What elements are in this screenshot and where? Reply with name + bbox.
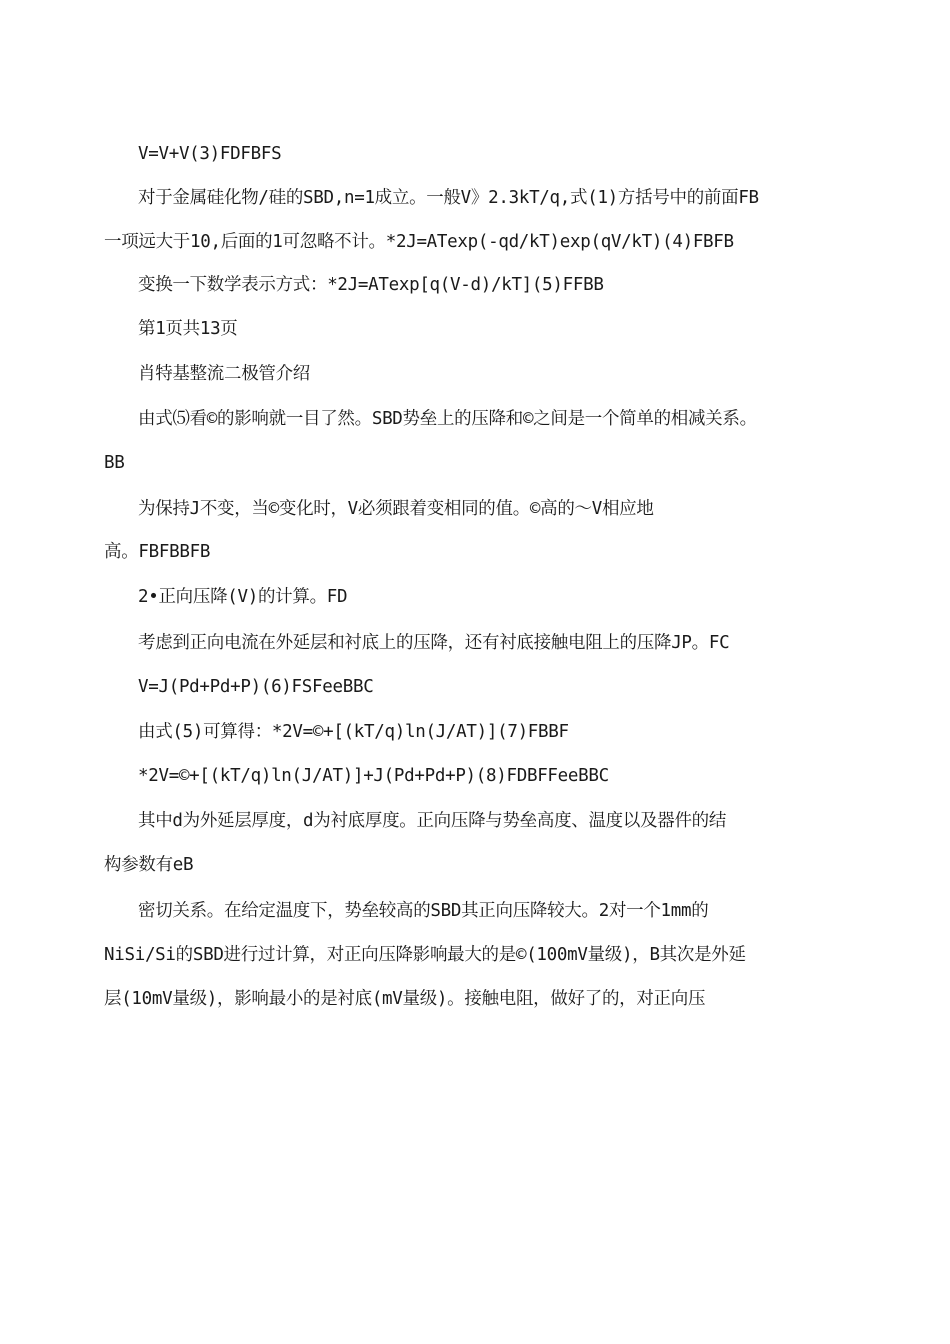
text-line-11: 2•正向压降(V)的计算。FD	[138, 587, 348, 607]
text-line-13: V=J(Pd+Pd+P)(6)FSFeeBBC	[138, 677, 374, 697]
text-line-3: 一项远大于10,后面的1可忽略不计。*2J=ATexp(-qd/kT)exp(qV/kT)(4)FBFB	[104, 232, 734, 252]
text-line-18: 密切关系。在给定温度下，势垒较高的SBD其正向压降较大。2对一个1mm的	[138, 901, 709, 921]
text-line-19: NiSi/Si的SBD进行过计算，对正向压降影响最大的是©(100mV量级)，B其次是外延	[104, 945, 746, 965]
text-line-17: 构参数有eB	[104, 855, 194, 875]
running-title: 肖特基整流二极管介绍	[138, 364, 310, 384]
text-line-12: 考虑到正向电流在外延层和衬底上的压降，还有衬底接触电阻上的压降JP。FC	[138, 633, 730, 653]
text-line-1: V=V+V(3)FDFBFS	[138, 144, 282, 164]
text-line-14: 由式(5)可算得：*2V=©+[(kT/q)ln(J/AT)](7)FBBF	[138, 722, 569, 742]
text-line-2: 对于金属硅化物/硅的SBD,n=1成立。一般V》2.3kT/q,式(1)方括号中的前面FB	[138, 188, 759, 208]
text-line-16: 其中d为外延层厚度，d为衬底厚度。正向压降与势垒高度、温度以及器件的结	[138, 811, 727, 831]
text-line-10: 高。FBFBBFB	[104, 542, 211, 562]
text-line-15: *2V=©+[(kT/q)ln(J/AT)]+J(Pd+Pd+P)(8)FDBFFeeBBC	[138, 766, 609, 786]
page-footer: 第1页共13页	[138, 319, 238, 339]
text-line-7: 由式⑸看©的影响就一目了然。SBD势垒上的压降和©之间是一个简单的相减关系。	[138, 409, 757, 429]
text-line-9: 为保持J不变，当©变化时，V必须跟着变相同的值。©高的〜V相应地	[138, 499, 654, 519]
text-line-8: BB	[104, 453, 125, 473]
text-line-4: 变换一下数学表示方式：*2J=ATexp[q(V-d)/kT](5)FFBB	[138, 275, 604, 295]
text-line-20: 层(10mV量级)，影响最小的是衬底(mV量级)。接触电阻，做好了的，对正向压	[104, 989, 706, 1009]
